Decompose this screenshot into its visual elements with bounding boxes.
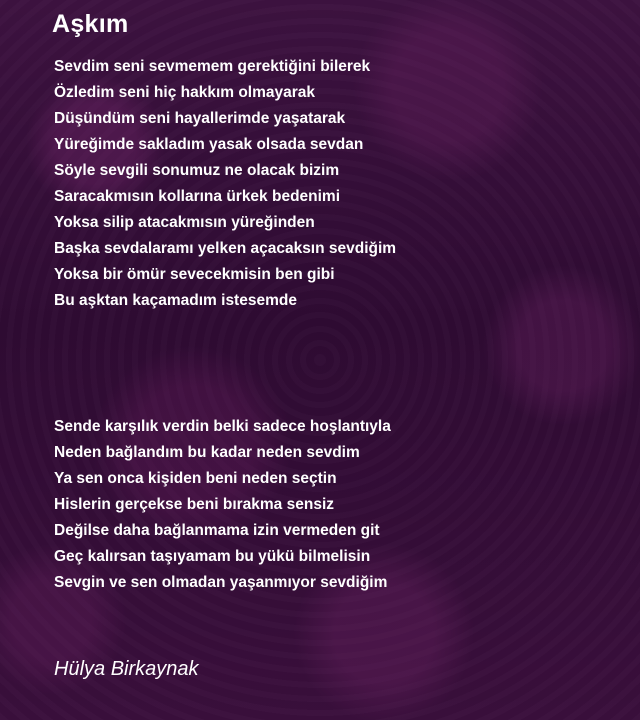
stanza-1: [54, 54, 396, 314]
poem-line: Düşündüm seni hayallerimde yaşatarak: [54, 110, 346, 127]
poem-line: Hislerin gerçekse beni bırakma sensiz: [54, 496, 334, 513]
poem-line: Yoksa silip atacakmısın yüreğinden: [54, 214, 315, 231]
poem-line: Ya sen onca kişiden beni neden seçtin: [54, 470, 337, 487]
poem-line: Sevgin ve sen olmadan yaşanmıyor sevdiğim: [54, 574, 388, 591]
poem-line: Değilse daha bağlanmama izin vermeden git: [54, 522, 380, 539]
poem-line: Sevdim seni sevmemem gerektiğini bilerek: [54, 58, 371, 75]
poem-line: Saracakmısın kollarına ürkek bedenimi: [54, 188, 341, 205]
poem-line: Bu aşktan kaçamadım istesemde: [54, 292, 297, 309]
poem-line: Yoksa bir ömür sevecekmisin ben gibi: [54, 266, 335, 283]
poem-line: Özledim seni hiç hakkım olmayarak: [54, 84, 316, 101]
poem-line: Geç kalırsan taşıyamam bu yükü bilmelisin: [54, 548, 371, 565]
stanza-2: [54, 414, 391, 596]
poem-line: Söyle sevgili sonumuz ne olacak bizim: [54, 162, 340, 179]
poem-title: Aşkım: [52, 10, 129, 38]
poem-line: Sende karşılık verdin belki sadece hoşlantıyla: [54, 418, 391, 435]
poem-author: Hülya Birkaynak: [54, 658, 199, 680]
poem-line: Neden bağlandım bu kadar neden sevdim: [54, 444, 360, 461]
poem-line: Yüreğimde sakladım yasak olsada sevdan: [54, 136, 364, 153]
poem-line: Başka sevdalaramı yelken açacaksın sevdiğim: [54, 240, 397, 257]
